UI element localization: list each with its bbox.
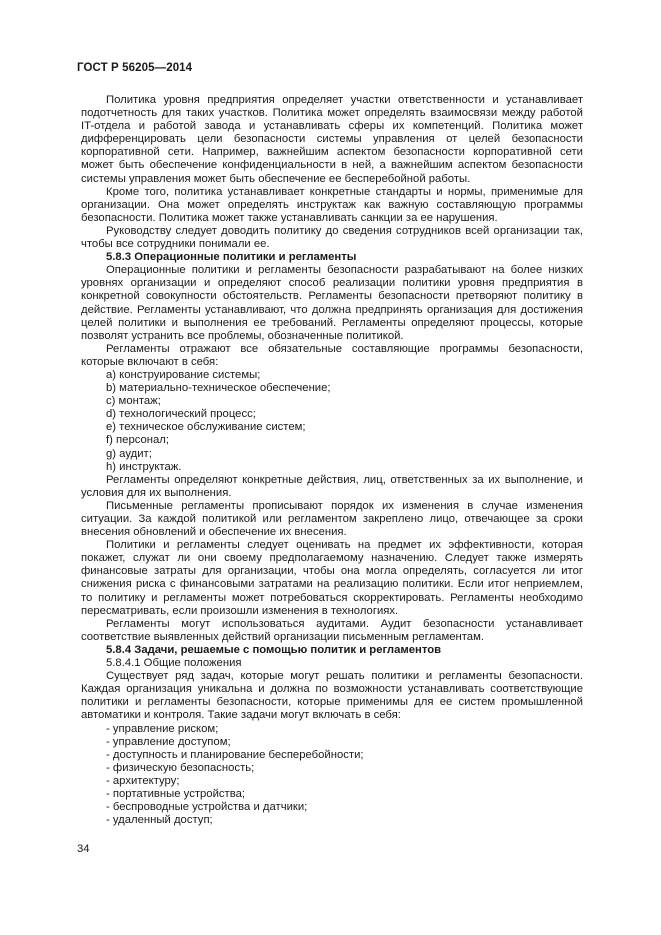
list-item: f) персонал; bbox=[106, 434, 170, 447]
section-heading-5-8-3: 5.8.3 Операционные политики и регламенты bbox=[106, 251, 357, 264]
list-item: - беспроводные устройства и датчики; bbox=[106, 801, 308, 814]
paragraph: Регламенты определяют конкретные действия, лиц, ответственных за их выполнение, и условия для их выполнения. bbox=[81, 473, 583, 499]
list-item: c) монтаж; bbox=[106, 395, 161, 408]
tasks-list bbox=[81, 723, 583, 828]
paragraph: Политики и регламенты следует оценивать на предмет их эффективности, которая покажет, служат ли они своему предполагаемому назначению. Следует также измерять финансовые затраты для организации, чтобы она могла определять, согласуется ли итог снижения риска с финансовыми затратами на реализацию политики. Если итог неприемлем, то политику и регламенты может потребоваться скорректировать. Регламенты необходимо пересматривать, если произошли изменения в технологиях. bbox=[81, 539, 583, 617]
paragraph: Кроме того, политика устанавливает конкретные стандарты и нормы, применимые для организации. Она может определять инструктаж как важную составляющую программы безопасности. Политика может также устанавливать санкции за ее нарушения. bbox=[81, 185, 583, 224]
paragraph: Регламенты отражают все обязательные составляющие программы безопасности, которые включают в себя: bbox=[81, 342, 583, 368]
paragraph: Существует ряд задач, которые могут решать политики и регламенты безопасности. Каждая организация уникальна и должна по возможности устанавливать соответствующие политики и регламенты безопасности, которые применимы для ее систем промышленной автоматики и контроля. Такие задачи могут включать в себя: bbox=[81, 670, 583, 722]
page-number: 34 bbox=[77, 843, 90, 855]
list-item: - доступность и планирование бесперебойности; bbox=[106, 748, 364, 761]
document-header: ГОСТ Р 56205—2014 bbox=[77, 62, 193, 74]
paragraph: Политика уровня предприятия определяет участки ответственности и устанавливает подотчетность для таких участков. Политика может определять взаимосвязи между работой IT-отдела и работой завода и устанавливать сферы их компетенций. Политика может дифференцировать цели безопасности системы управления от целей безопасности корпоративной сети. Например, важнейшим аспектом безопасности корпоративной сети может быть обеспечение конфиденциальности в ней, а важнейшим аспектом безопасности системы управления может быть обеспечение ее бесперебойной работы. bbox=[81, 94, 583, 185]
paragraph: Регламенты могут использоваться аудитами. Аудит безопасности устанавливает соответствие выявленных действий организации письменным регламентам. bbox=[81, 617, 583, 643]
list-item: b) материально-техническое обеспечение; bbox=[106, 382, 331, 395]
list-item: - удаленный доступ; bbox=[106, 814, 213, 827]
list-item: h) инструктаж. bbox=[106, 460, 182, 473]
list-item: - физическую безопасность; bbox=[106, 761, 255, 774]
paragraph: Письменные регламенты прописывают порядок их изменения в случае изменения ситуации. За каждой политикой или регламентом закреплено лицо, отвечающее за сроки внесения обновлений и обеспечение их внесения. bbox=[81, 499, 583, 539]
list-item: d) технологический процесс; bbox=[106, 408, 256, 421]
document-body bbox=[81, 94, 583, 827]
paragraph: Руководству следует доводить политику до сведения сотрудников всей организации так, чтобы все сотрудники понимали ее. bbox=[81, 224, 583, 251]
components-list bbox=[81, 369, 583, 474]
section-heading-5-8-4: 5.8.4 Задачи, решаемые с помощью политик и регламентов bbox=[106, 643, 442, 656]
list-item: - архитектуру; bbox=[106, 774, 180, 787]
list-item: a) конструирование системы; bbox=[106, 368, 261, 381]
list-item: - портативные устройства; bbox=[106, 787, 246, 800]
list-item: g) аудит; bbox=[106, 447, 152, 460]
paragraph: Операционные политики и регламенты безопасности разрабатывают на более низких уровнях организации и определяют способ реализации политики уровня предприятия в конкретной совокупности обстоятельств. Регламенты безопасности претворяют политику в действие. Регламенты устанавливают, что должна предпринять организация для достижения целей политики и выполнения ее требований. Регламенты определяют процессы, которые позволят устранить все проблемы, обозначенные политикой. bbox=[81, 264, 583, 342]
list-item: e) техническое обслуживание систем; bbox=[106, 421, 306, 434]
list-item: - управление доступом; bbox=[106, 735, 231, 748]
subsection-heading-5-8-4-1: 5.8.4.1 Общие положения bbox=[106, 657, 242, 670]
list-item: - управление риском; bbox=[106, 722, 219, 735]
